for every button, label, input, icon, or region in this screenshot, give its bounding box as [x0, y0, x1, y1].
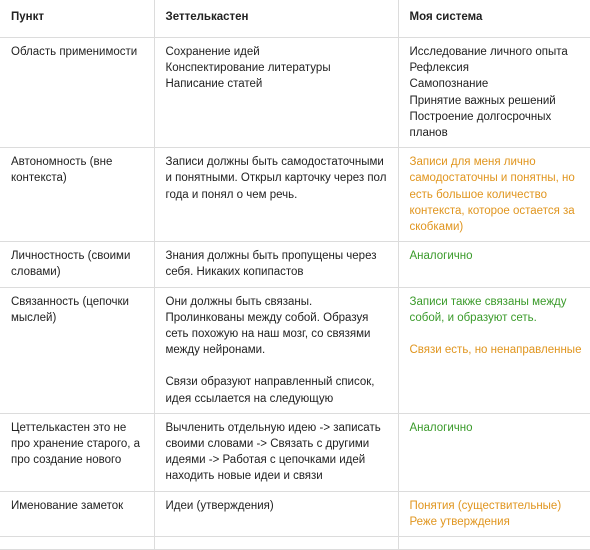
- row-mine-cell: [398, 148, 590, 242]
- row-item-cell: Именование заметок: [0, 491, 154, 536]
- row-mine-cell: [398, 38, 590, 148]
- table-row: [0, 38, 590, 148]
- row-zettel-cell: [154, 413, 398, 491]
- table-row: [0, 242, 590, 287]
- cell-text: Идеи (утверждения): [165, 499, 274, 512]
- header-zettelkasten: Зеттелькастен: [154, 0, 398, 38]
- table-row: [0, 491, 590, 536]
- table-row-partial: [0, 537, 590, 550]
- cell-text: Конспектирование литературы: [165, 62, 331, 75]
- row-mine-cell: [398, 413, 590, 491]
- cell-text-highlighted: Понятия (существительные): [409, 499, 562, 512]
- row-item-cell: Автономность (вне контекста): [0, 148, 154, 242]
- cell-text: Построение долгосрочных планов: [409, 110, 552, 140]
- cell-text: Исследование личного опыта: [409, 46, 568, 58]
- row-mine-cell: [398, 242, 590, 287]
- cell-text: Написание статей: [165, 78, 263, 91]
- header-item: Пункт: [0, 0, 154, 38]
- row-item-cell: Цеттелькастен это не про хранение старого, а про создание нового: [0, 413, 154, 491]
- row-zettel-cell: [154, 38, 398, 148]
- cell-text: Сохранение идей: [165, 46, 260, 58]
- row-item-cell: Связанность (цепочки мыслей): [0, 287, 154, 413]
- cell-text: Связи образуют направленный список, идея ссылается на следующую: [165, 376, 375, 405]
- cell-text: Записи должны быть самодостаточными и понятными. Открыл карточку через пол года и понял о чем речь.: [165, 156, 387, 201]
- row-mine-cell: [398, 491, 590, 536]
- cell-text-highlighted: Аналогично: [409, 250, 473, 263]
- row-item-cell: Личностность (своими словами): [0, 242, 154, 287]
- row-zettel-cell: [154, 242, 398, 287]
- row-item-cell: Область применимости: [0, 38, 154, 148]
- cell-text-highlighted: Записи также связаны между собой, и образуют сеть.: [409, 295, 567, 324]
- cell-text-highlighted: Записи для меня лично самодостаточны и понятны, но есть большое количество контекста, которое остается за скобками): [409, 156, 575, 234]
- table-row: [0, 148, 590, 242]
- cell-text: Они должны быть связаны. Пролинкованы между собой. Образуя сеть похожую на наш мозг, со связями между нейронами.: [165, 295, 371, 357]
- row-zettel-cell: [154, 287, 398, 413]
- cell-text: Рефлексия: [409, 62, 469, 75]
- table-row: [0, 287, 590, 413]
- cell-text: Вычленить отдельную идею -> записать своими словами -> Связать с другими идеями -> Работая с цепочками идей находить новые идеи и связи: [165, 421, 381, 483]
- row-zettel-cell: [154, 148, 398, 242]
- table-row: [0, 413, 590, 491]
- header-my-system: Моя система: [398, 0, 590, 38]
- cell-text: Знания должны быть пропущены через себя. Никаких копипастов: [165, 250, 377, 279]
- cell-text-highlighted: Реже утверждения: [409, 515, 510, 528]
- paragraph-gap: [166, 358, 390, 374]
- header-row: [0, 0, 590, 38]
- row-zettel-cell: [154, 491, 398, 536]
- paragraph-gap: [410, 326, 582, 342]
- row-mine-cell: [398, 287, 590, 413]
- cell-text: Принятие важных решений: [409, 94, 556, 107]
- cell-text: Самопознание: [409, 78, 489, 91]
- cell-text-highlighted: Связи есть, но ненаправленные: [409, 344, 582, 357]
- cell-text-highlighted: Аналогично: [409, 421, 473, 434]
